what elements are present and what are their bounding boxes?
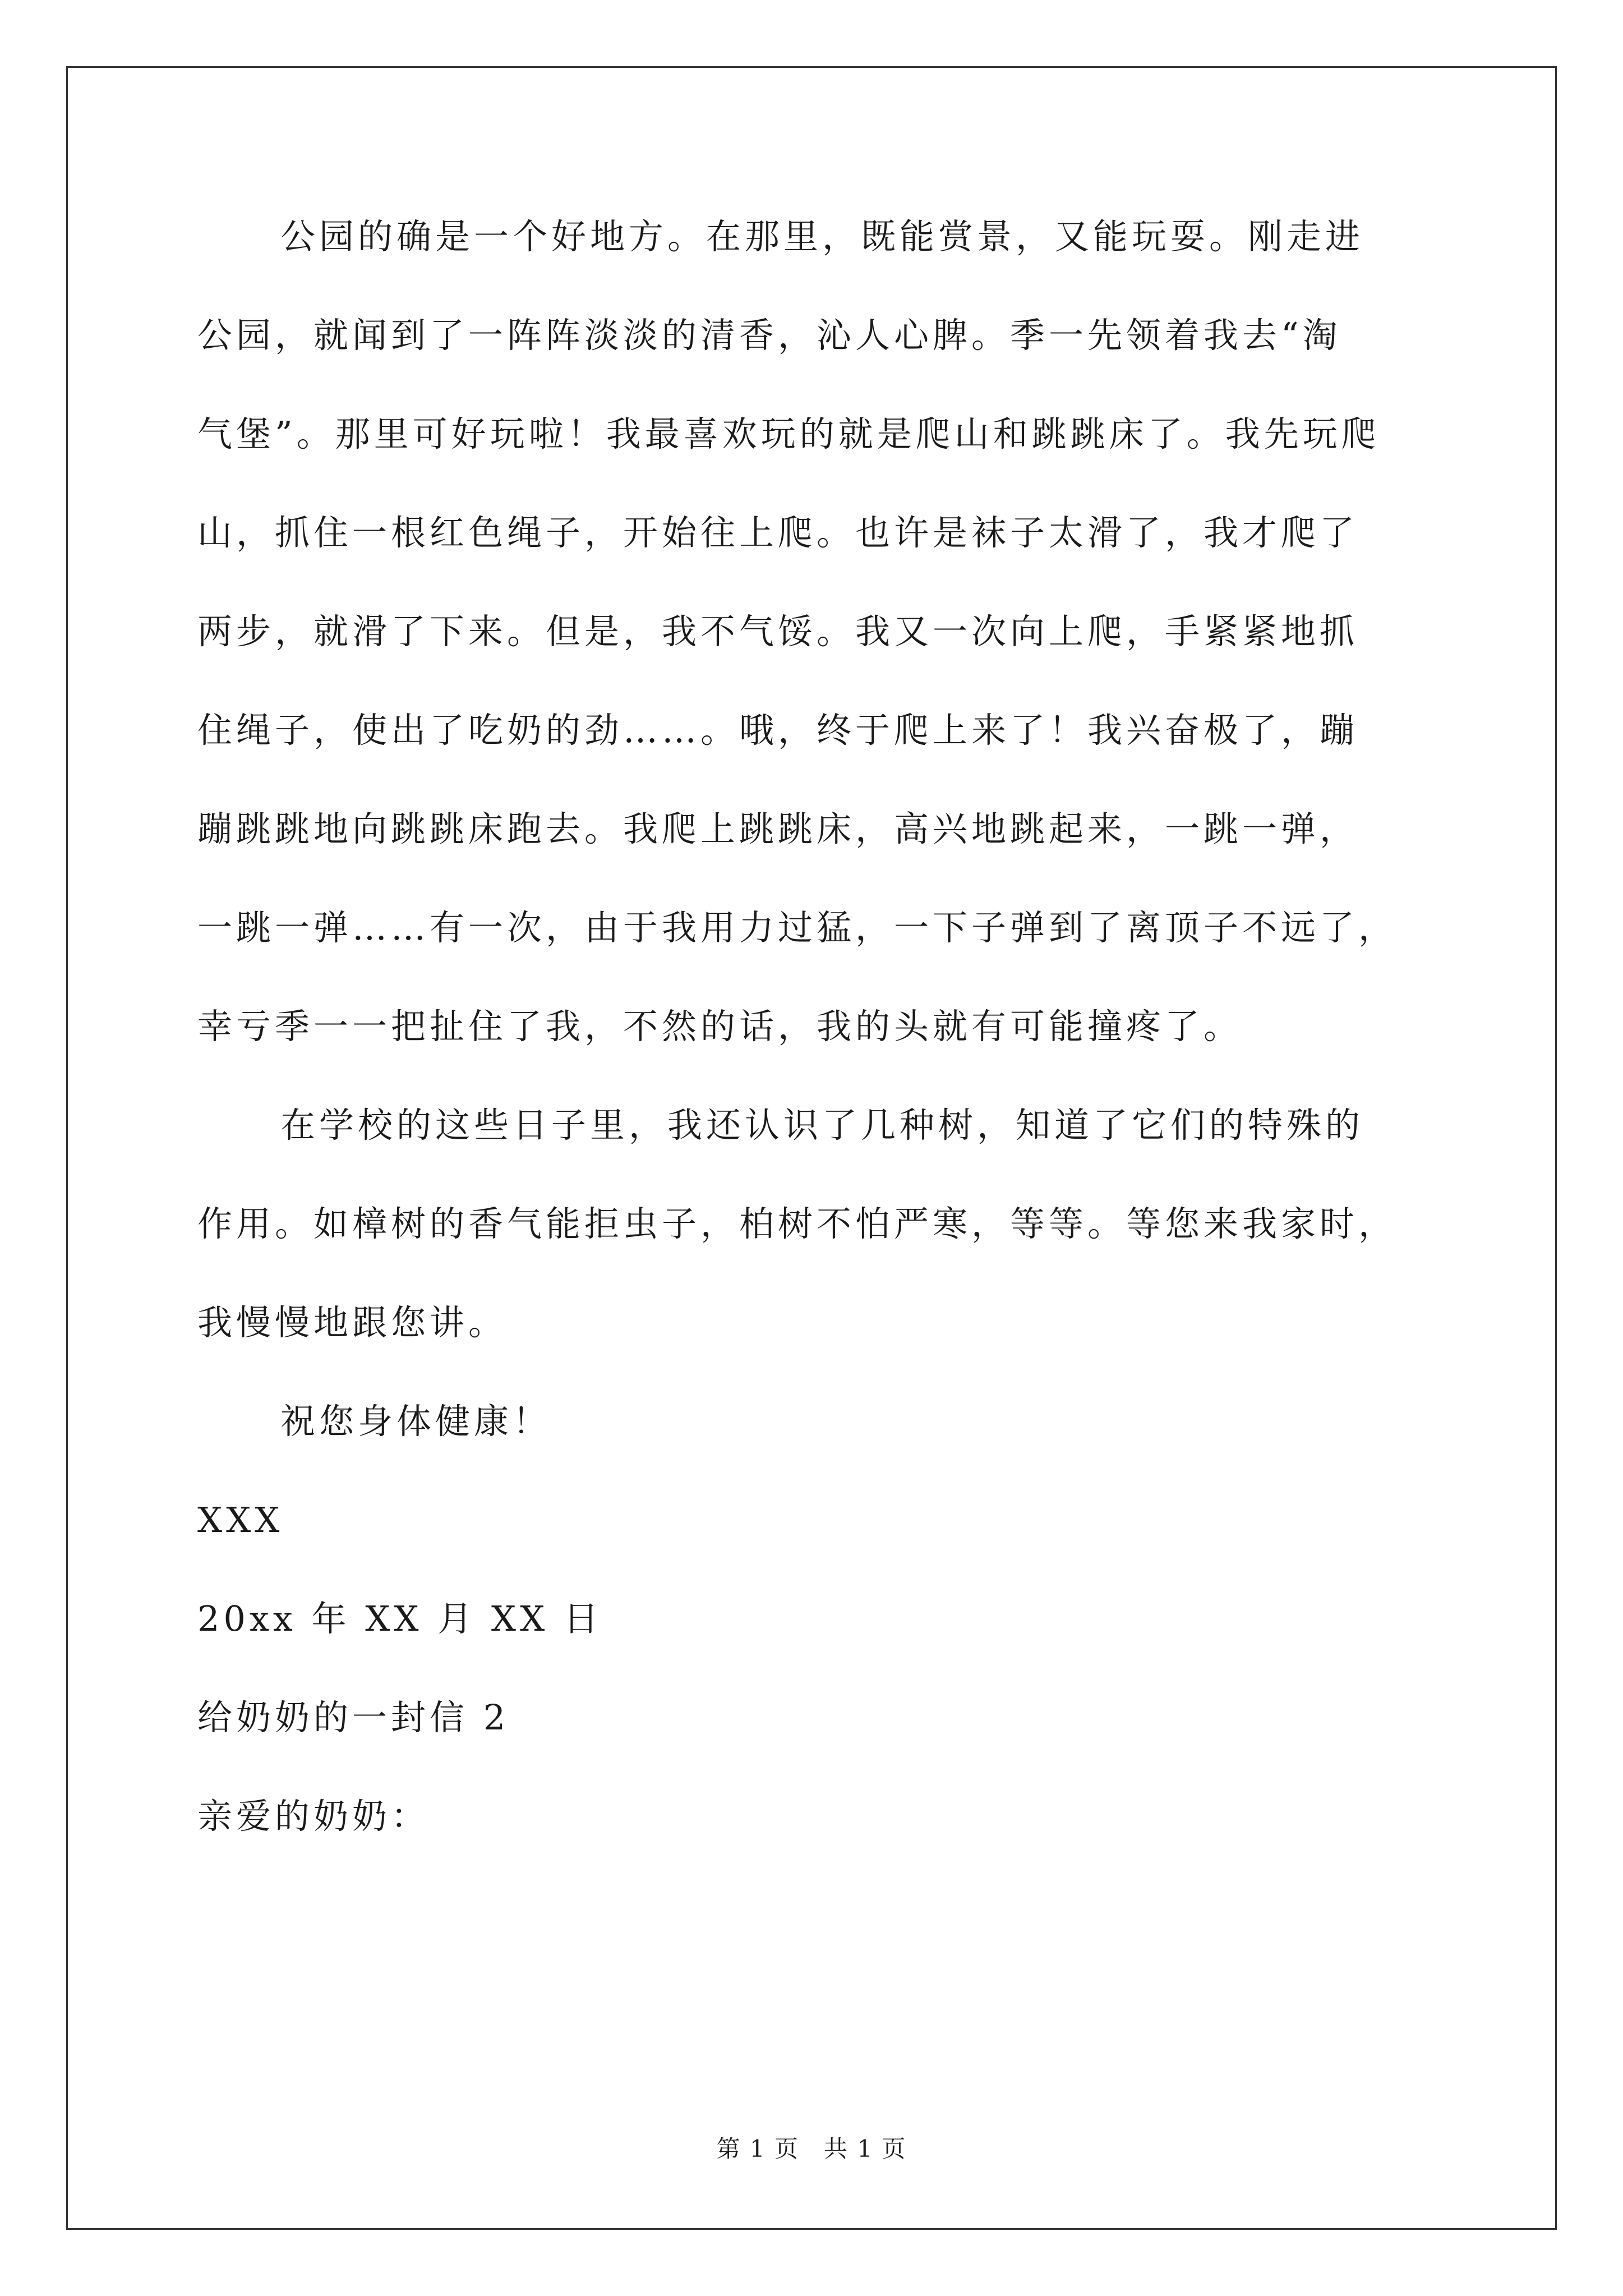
paragraph-1-line-2: 公园，就闻到了一阵阵淡淡的清香，沁人心脾。季一先领着我去“淘 [197, 315, 1341, 356]
page-border [66, 66, 1557, 2230]
paragraph-2-line-2: 作用。如樟树的香气能拒虫子，柏树不怕严寒，等等。等您来我家时， [197, 1203, 1398, 1244]
paragraph-1-line-8: 一跳一弹……有一次，由于我用力过猛，一下子弹到了离顶子不远了， [197, 907, 1398, 948]
paragraph-2-line-3: 我慢慢地跟您讲。 [197, 1302, 508, 1343]
paragraph-1-line-6: 住绳子，使出了吃奶的劲……。哦，终于爬上来了！我兴奋极了，蹦 [197, 710, 1359, 751]
closing-line: 祝您身体健康！ [280, 1401, 552, 1442]
next-letter-title: 给奶奶的一封信 2 [197, 1697, 510, 1738]
paragraph-1-line-9: 幸亏季一一把扯住了我，不然的话，我的头就有可能撞疼了。 [197, 1006, 1243, 1047]
paragraph-1-line-4: 山，抓住一根红色绳子，开始往上爬。也许是袜子太滑了，我才爬了 [197, 512, 1359, 553]
paragraph-1-line-7: 蹦跳跳地向跳跳床跑去。我爬上跳跳床，高兴地跳起来，一跳一弹， [197, 808, 1359, 849]
paragraph-1-line-3: 气堡”。那里可好玩啦！我最喜欢玩的就是爬山和跳跳床了。我先玩爬 [197, 413, 1380, 454]
page-number-footer: 第 1 页 共 1 页 [716, 2135, 907, 2162]
signature: XXX [197, 1499, 284, 1540]
paragraph-1-line-1: 公园的确是一个好地方。在那里，既能赏景，又能玩耍。刚走进 [280, 216, 1364, 257]
letter-date: 20xx 年 XX 月 XX 日 [197, 1598, 602, 1639]
paragraph-2-line-1: 在学校的这些日子里，我还认识了几种树，知道了它们的特殊的 [280, 1105, 1364, 1145]
next-letter-salutation: 亲爱的奶奶： [197, 1796, 430, 1837]
paragraph-1-line-5: 两步，就滑了下来。但是，我不气馁。我又一次向上爬，手紧紧地抓 [197, 611, 1359, 652]
